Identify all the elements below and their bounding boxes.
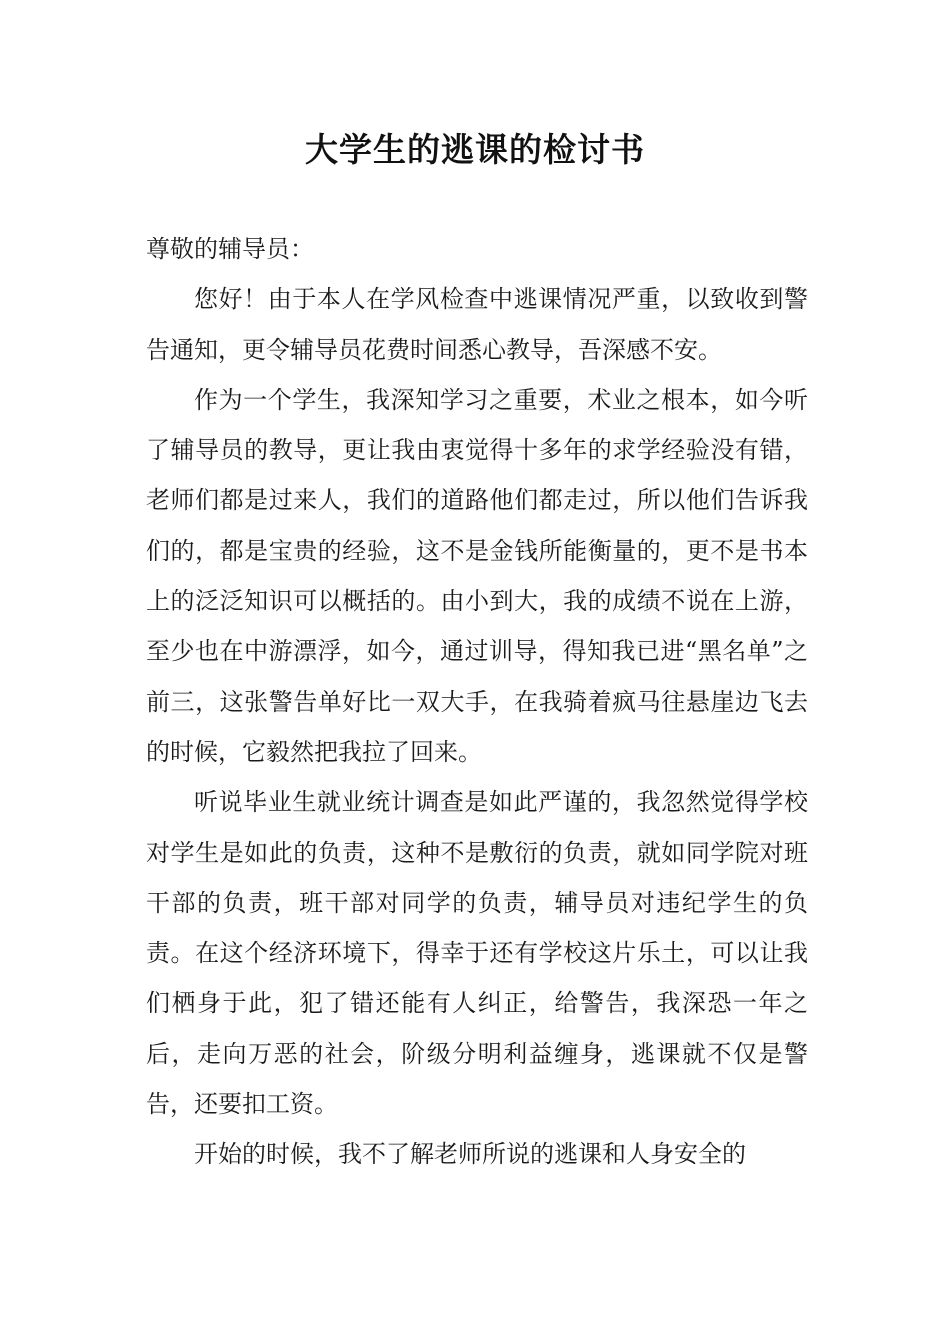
paragraph-2: 作为一个学生，我深知学习之重要，术业之根本，如今听了辅导员的教导，更让我由衷觉得十多年的求学经验没有错，老师们都是过来人，我们的道路他们都走过，所以他们告诉我们的，都是宝贵的经验，这不是金钱所能衡量的，更不是书本上的泛泛知识可以概括的。由小到大，我的成绩不说在上游，至少也在中游漂浮，如今，通过训导，得知我已进“黑名单”之前三，这张警告单好比一双大手，在我骑着疯马往悬崖边飞去的时候，它毅然把我拉了回来。 (146, 385, 808, 766)
document-title: 大学生的逃课的检讨书 (305, 130, 645, 169)
paragraph-4: 开始的时候，我不了解老师所说的逃课和人身安全的 (194, 1140, 746, 1169)
salutation: 尊敬的辅导员： (146, 235, 314, 263)
paragraph-1: 您好！由于本人在学风检查中逃课情况严重，以致收到警告通知，更令辅导员花费时间悉心教导，吾深感不安。 (146, 285, 808, 364)
document-body (146, 224, 808, 1180)
paragraph-3: 听说毕业生就业统计调查是如此严谨的，我忽然觉得学校对学生是如此的负责，这种不是敷衍的负责，就如同学院对班干部的负责，班干部对同学的负责，辅导员对违纪学生的负责。在这个经济环境下，得幸于还有学校这片乐土，可以让我们栖身于此，犯了错还能有人纠正，给警告，我深恐一年之后，走向万恶的社会，阶级分明利益缠身，逃课就不仅是警告，还要扣工资。 (146, 788, 808, 1119)
